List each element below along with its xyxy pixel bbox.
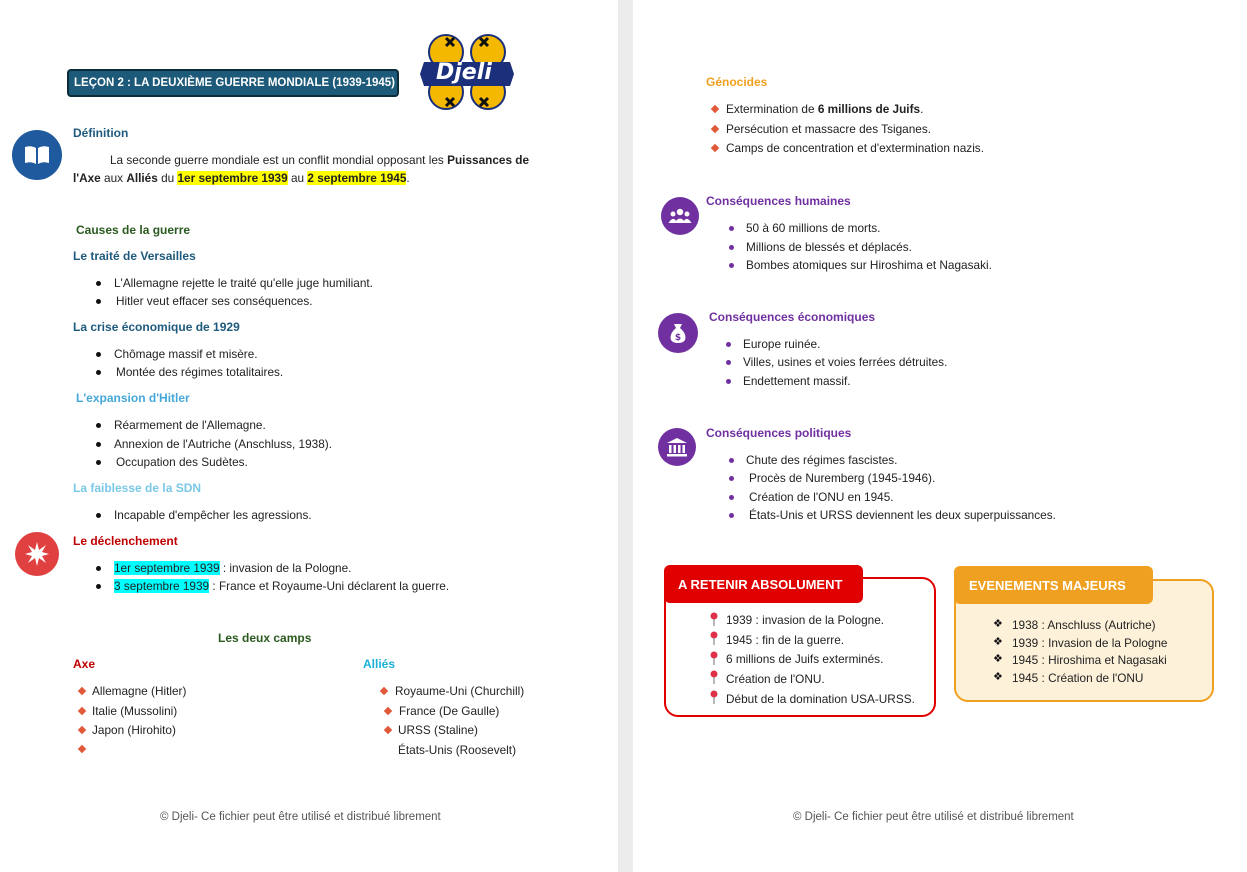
list-item: Procès de Nuremberg (1945-1946).: [749, 471, 936, 485]
money-bag-icon: [658, 313, 698, 353]
pushpin-icon: [709, 670, 719, 684]
list-item: Endettement massif.: [743, 374, 851, 388]
pushpin-icon: [709, 690, 719, 704]
list-item: Camps de concentration et d'extermination nazis.: [726, 141, 984, 155]
footer-left: © Djeli- Ce fichier peut être utilisé et distribué librement: [160, 811, 441, 823]
list-item: Occupation des Sudètes.: [116, 455, 248, 469]
expansion-heading: L'expansion d'Hitler: [76, 391, 190, 405]
list-item: 1945 : Hiroshima et Nagasaki: [1012, 653, 1167, 667]
list-item: Villes, usines et voies ferrées détruites.: [743, 355, 948, 369]
definition-heading: Définition: [73, 126, 129, 140]
bank-icon: [658, 428, 696, 466]
four-star-bullet-icon: ❖: [993, 636, 1003, 648]
definition-text-line2: l'Axe aux Alliés du 1er septembre 1939 au 2 septembre 1945.: [73, 171, 410, 185]
list-item: Persécution et massacre des Tsiganes.: [726, 122, 932, 136]
list-item: 1945 : fin de la guerre.: [726, 633, 845, 647]
list-item: 1er septembre 1939 : invasion de la Pologne.: [114, 561, 352, 575]
sdn-heading: La faiblesse de la SDN: [73, 481, 202, 495]
list-item: Chute des régimes fascistes.: [746, 453, 898, 467]
politiques-heading: Conséquences politiques: [706, 426, 852, 440]
list-item: Montée des régimes totalitaires.: [116, 365, 284, 379]
versailles-heading: Le traité de Versailles: [73, 249, 196, 263]
logo-text: Djeli: [436, 60, 492, 85]
list-item: Création de l'ONU.: [726, 672, 825, 686]
list-item: Royaume-Uni (Churchill): [395, 684, 525, 698]
definition-text-line1: La seconde guerre mondiale est un conflit mondial opposant les Puissances de: [110, 153, 530, 167]
list-item: Hitler veut effacer ses conséquences.: [116, 294, 313, 308]
axe-heading: Axe: [73, 657, 96, 671]
list-item: États-Unis (Roosevelt): [398, 743, 517, 757]
lesson-title: LEÇON 2 : LA DEUXIÈME GUERRE MONDIALE (1939-1945): [67, 69, 399, 97]
allies-heading: Alliés: [363, 657, 396, 671]
list-item: France (De Gaulle): [399, 704, 500, 718]
retenir-heading: A RETENIR ABSOLUMENT: [664, 565, 863, 603]
list-item: Italie (Mussolini): [92, 704, 178, 718]
genocides-heading: Génocides: [706, 75, 768, 89]
pushpin-icon: [709, 631, 719, 645]
people-icon: [661, 197, 699, 235]
list-item: 6 millions de Juifs exterminés.: [726, 652, 884, 666]
list-item: États-Unis et URSS deviennent les deux superpuissances.: [749, 508, 1056, 522]
djeli-logo: [418, 30, 516, 114]
economiques-heading: Conséquences économiques: [709, 310, 876, 324]
list-item: Millions de blessés et déplacés.: [746, 240, 912, 254]
pushpin-icon: [709, 612, 719, 626]
causes-heading: Causes de la guerre: [76, 223, 191, 237]
declenchement-heading: Le déclenchement: [73, 534, 178, 548]
list-item: 1945 : Création de l'ONU: [1012, 671, 1144, 685]
pushpin-icon: [709, 651, 719, 665]
list-item: 1939 : invasion de la Pologne.: [726, 613, 885, 627]
four-star-bullet-icon: ❖: [993, 653, 1003, 665]
book-icon: [12, 130, 62, 180]
list-item: Annexion de l'Autriche (Anschluss, 1938).: [114, 437, 332, 451]
list-item: 1938 : Anschluss (Autriche): [1012, 618, 1156, 632]
four-star-bullet-icon: ❖: [993, 618, 1003, 630]
footer-right: © Djeli- Ce fichier peut être utilisé et distribué librement: [793, 811, 1074, 823]
svg-text:$: $: [674, 333, 682, 343]
list-item: 1939 : Invasion de la Pologne: [1012, 636, 1168, 650]
evenements-heading: EVENEMENTS MAJEURS: [954, 566, 1153, 604]
list-item: Extermination de 6 millions de Juifs.: [726, 102, 924, 116]
list-item: Bombes atomiques sur Hiroshima et Nagasaki.: [746, 258, 992, 272]
crise-heading: La crise économique de 1929: [73, 320, 240, 334]
explosion-icon: [15, 532, 59, 576]
list-item: 3 septembre 1939 : France et Royaume-Uni déclarent la guerre.: [114, 579, 450, 593]
four-star-bullet-icon: ❖: [993, 671, 1003, 683]
list-item: Incapable d'empêcher les agressions.: [114, 508, 312, 522]
humaines-heading: Conséquences humaines: [706, 194, 851, 208]
list-item: Japon (Hirohito): [92, 723, 176, 737]
camps-heading: Les deux camps: [218, 631, 312, 645]
list-item: Chômage massif et misère.: [114, 347, 258, 361]
list-item: L'Allemagne rejette le traité qu'elle juge humiliant.: [114, 276, 373, 290]
list-item: Réarmement de l'Allemagne.: [114, 418, 266, 432]
list-item: Début de la domination USA-URSS.: [726, 692, 915, 706]
list-item: URSS (Staline): [398, 723, 478, 737]
list-item: Europe ruinée.: [743, 337, 821, 351]
list-item: 50 à 60 millions de morts.: [746, 221, 881, 235]
list-item: Allemagne (Hitler): [92, 684, 187, 698]
list-item: Création de l'ONU en 1945.: [749, 490, 894, 504]
